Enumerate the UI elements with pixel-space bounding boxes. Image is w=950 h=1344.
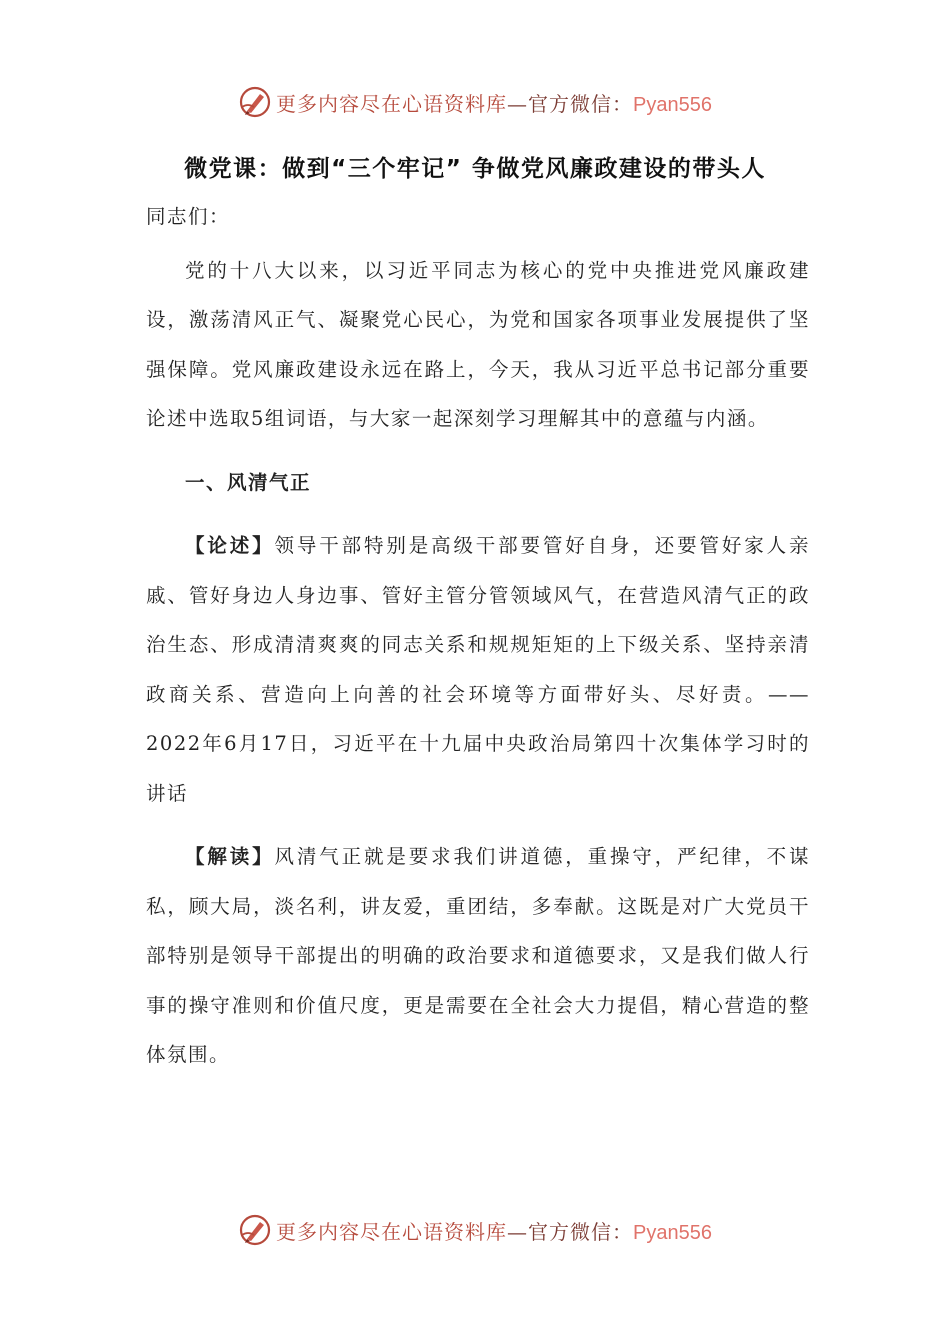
- quote-label: 【论述】: [185, 534, 275, 557]
- greeting: 同志们：: [146, 205, 231, 228]
- section-heading: 一、风清气正: [185, 470, 312, 494]
- document-body: [146, 192, 810, 1080]
- footer-watermark-banner: [0, 1210, 950, 1250]
- document-title: 微党课：做到“三个牢记” 争做党风廉政建设的带头人: [184, 156, 766, 182]
- banner-wechat-id: Pyan556: [633, 93, 712, 116]
- interpretation-paragraph: [146, 832, 810, 1080]
- banner-sub-text: 官方微信：: [528, 91, 634, 116]
- banner-dash: —: [507, 1219, 529, 1244]
- banner-main-text: 更多内容尽在心语资料库: [276, 91, 508, 116]
- pen-logo-icon: [238, 1213, 272, 1247]
- pen-logo-icon: [238, 85, 272, 119]
- banner-text: [276, 1216, 712, 1245]
- quote-paragraph: [146, 521, 810, 818]
- banner-wechat-id: Pyan556: [633, 1221, 712, 1244]
- intro-paragraph: 党的十八大以来，以习近平同志为核心的党中央推进党风廉政建设，激荡清风正气、凝聚党心民心，为党和国家各项事业发展提供了坚强保障。党风廉政建设永远在路上，今天，我从习近平总书记部分重要论述中选取5组词语，与大家一起深刻学习理解其中的意蕴与内涵。: [146, 258, 810, 430]
- banner-main-text: 更多内容尽在心语资料库: [276, 1219, 508, 1244]
- banner-dash: —: [507, 91, 529, 116]
- header-watermark-banner: [0, 82, 950, 122]
- interpretation-text: 风清气正就是要求我们讲道德，重操守，严纪律，不谋私，顾大局，淡名利，讲友爱，重团结，多奉献。这既是对广大党员干部特别是领导干部提出的明确的政治要求和道德要求，又是我们做人行事的操守准则和价值尺度，更是需要在全社会大力提倡，精心营造的整体氛围。: [146, 845, 810, 1066]
- banner-sub-text: 官方微信：: [528, 1219, 634, 1244]
- banner-text: [276, 88, 712, 117]
- interpretation-label: 【解读】: [185, 845, 275, 868]
- quote-text: 领导干部特别是高级干部要管好自身，还要管好家人亲戚、管好身边人身边事、管好主管分管领域风气，在营造风清气正的政治生态、形成清清爽爽的同志关系和规规矩矩的上下级关系、坚持亲清政商关系、营造向上向善的社会环境等方面带好头、尽好责。——2022年6月17日，习近平在十九届中央政治局第四十次集体学习时的讲话: [146, 534, 810, 805]
